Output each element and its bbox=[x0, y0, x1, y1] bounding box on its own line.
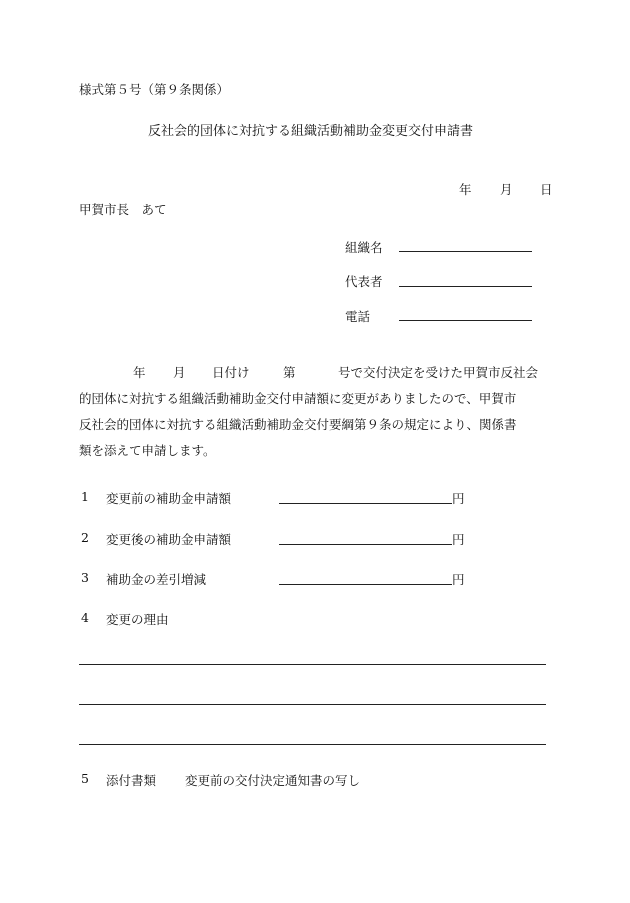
phone-blank[interactable] bbox=[399, 320, 532, 321]
item-label: 変更後の補助金申請額 bbox=[106, 532, 232, 547]
addressee: 甲賀市長 あて bbox=[79, 202, 167, 217]
amount-difference-blank[interactable] bbox=[279, 584, 452, 585]
org-name-label: 組織名 bbox=[345, 240, 383, 255]
reason-line-1[interactable] bbox=[79, 664, 546, 665]
attachments-label: 添付書類 bbox=[106, 773, 157, 788]
amount-after-blank[interactable] bbox=[279, 544, 452, 545]
representative-label: 代表者 bbox=[345, 274, 383, 289]
item-number: 4 bbox=[81, 610, 89, 625]
document-title: 反社会的団体に対抗する組織活動補助金変更交付申請書 bbox=[148, 124, 474, 139]
body-line-2: 的団体に対抗する組織活動補助金交付申請額に変更がありましたので、甲賀市 bbox=[79, 391, 517, 406]
item-number: 1 bbox=[81, 489, 89, 504]
reason-line-3[interactable] bbox=[79, 744, 546, 745]
org-name-blank[interactable] bbox=[399, 251, 532, 252]
item-number: 3 bbox=[81, 570, 89, 585]
body-line-3: 反社会的団体に対抗する組織活動補助金交付要綱第９条の規定により、関係書 bbox=[79, 417, 517, 432]
currency-unit: 円 bbox=[452, 572, 465, 587]
item-label: 変更の理由 bbox=[106, 612, 169, 627]
body-month-label: 月 bbox=[173, 365, 186, 380]
amount-before-blank[interactable] bbox=[279, 503, 452, 504]
representative-blank[interactable] bbox=[399, 286, 532, 287]
item-label: 変更前の補助金申請額 bbox=[106, 491, 232, 506]
item-number: 2 bbox=[81, 530, 89, 545]
body-year-label: 年 bbox=[133, 365, 146, 380]
body-line-4: 類を添えて申請します。 bbox=[79, 443, 216, 458]
body-line1-rest: 号で交付決定を受けた甲賀市反社会 bbox=[338, 365, 539, 380]
phone-label: 電話 bbox=[345, 309, 371, 324]
attachments-value: 変更前の交付決定通知書の写し bbox=[185, 773, 361, 788]
currency-unit: 円 bbox=[452, 532, 465, 547]
currency-unit: 円 bbox=[452, 491, 465, 506]
date-day-label: 日 bbox=[540, 182, 553, 197]
item-number: 5 bbox=[81, 771, 89, 786]
body-day-label: 日付け bbox=[212, 365, 250, 380]
date-year-label: 年 bbox=[459, 182, 472, 197]
date-month-label: 月 bbox=[500, 182, 513, 197]
form-number: 様式第５号（第９条関係） bbox=[79, 82, 230, 97]
body-number-label: 第 bbox=[283, 365, 296, 380]
reason-line-2[interactable] bbox=[79, 704, 546, 705]
item-label: 補助金の差引増減 bbox=[106, 572, 207, 587]
